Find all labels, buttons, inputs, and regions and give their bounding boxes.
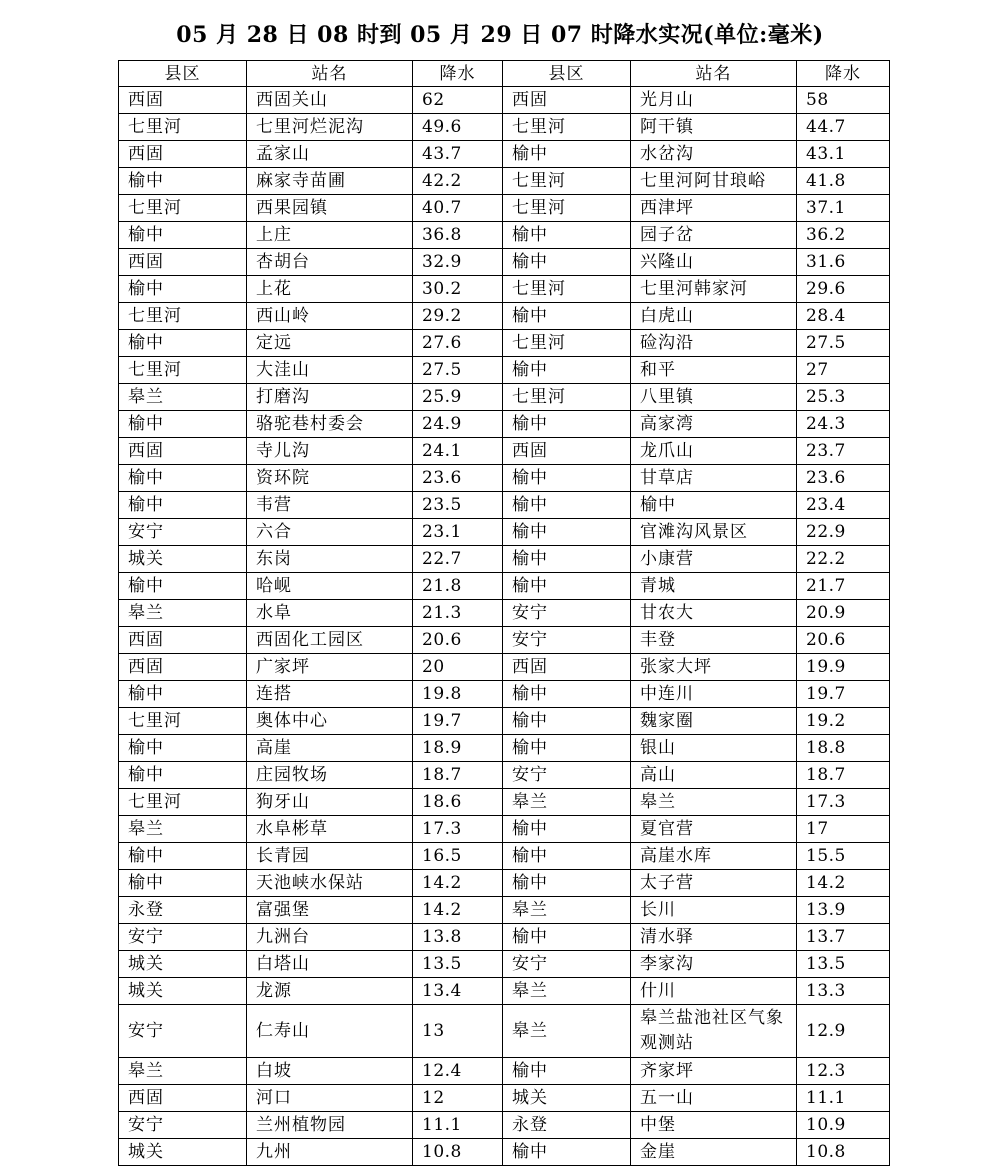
cell-county-left: 西固 — [119, 627, 247, 654]
cell-rainfall-left: 49.6 — [413, 114, 503, 141]
cell-rainfall-right: 24.3 — [797, 411, 890, 438]
cell-station-left: 西固化工园区 — [247, 627, 413, 654]
table-row — [119, 1139, 890, 1166]
table-row — [119, 735, 890, 762]
cell-rainfall-left: 24.1 — [413, 438, 503, 465]
cell-county-right: 榆中 — [503, 303, 631, 330]
cell-rainfall-left: 19.8 — [413, 681, 503, 708]
table-row — [119, 897, 890, 924]
cell-county-left: 西固 — [119, 438, 247, 465]
cell-county-left: 榆中 — [119, 735, 247, 762]
cell-rainfall-right: 15.5 — [797, 843, 890, 870]
cell-station-right: 高崖水库 — [631, 843, 797, 870]
cell-rainfall-left: 18.9 — [413, 735, 503, 762]
cell-station-right: 阿干镇 — [631, 114, 797, 141]
table-row — [119, 168, 890, 195]
cell-station-left: 富强堡 — [247, 897, 413, 924]
cell-county-left: 榆中 — [119, 222, 247, 249]
cell-station-left: 广家坪 — [247, 654, 413, 681]
cell-county-right: 皋兰 — [503, 978, 631, 1005]
cell-station-left: 白坡 — [247, 1058, 413, 1085]
cell-rainfall-right: 25.3 — [797, 384, 890, 411]
cell-station-right: 魏家圈 — [631, 708, 797, 735]
cell-station-left: 天池峡水保站 — [247, 870, 413, 897]
cell-station-right: 中连川 — [631, 681, 797, 708]
cell-county-left: 榆中 — [119, 411, 247, 438]
cell-station-right: 齐家坪 — [631, 1058, 797, 1085]
cell-station-left: 九州 — [247, 1139, 413, 1166]
table-row — [119, 762, 890, 789]
cell-county-left: 皋兰 — [119, 384, 247, 411]
cell-county-right: 西固 — [503, 438, 631, 465]
cell-rainfall-left: 11.1 — [413, 1112, 503, 1139]
cell-rainfall-right: 43.1 — [797, 141, 890, 168]
table-row — [119, 195, 890, 222]
cell-county-left: 西固 — [119, 654, 247, 681]
cell-rainfall-left: 29.2 — [413, 303, 503, 330]
cell-station-right: 兴隆山 — [631, 249, 797, 276]
cell-rainfall-right: 11.1 — [797, 1085, 890, 1112]
cell-county-right: 榆中 — [503, 681, 631, 708]
cell-county-right: 安宁 — [503, 600, 631, 627]
cell-county-right: 七里河 — [503, 168, 631, 195]
cell-rainfall-left: 20 — [413, 654, 503, 681]
cell-station-left: 西山岭 — [247, 303, 413, 330]
cell-station-right: 八里镇 — [631, 384, 797, 411]
cell-rainfall-right: 23.4 — [797, 492, 890, 519]
cell-station-right: 甘农大 — [631, 600, 797, 627]
cell-rainfall-left: 13.8 — [413, 924, 503, 951]
cell-rainfall-left: 21.3 — [413, 600, 503, 627]
cell-county-left: 城关 — [119, 546, 247, 573]
table-row — [119, 222, 890, 249]
cell-rainfall-right: 17.3 — [797, 789, 890, 816]
cell-station-left: 白塔山 — [247, 951, 413, 978]
cell-rainfall-right: 22.9 — [797, 519, 890, 546]
cell-county-left: 西固 — [119, 249, 247, 276]
cell-rainfall-right: 14.2 — [797, 870, 890, 897]
cell-county-left: 七里河 — [119, 708, 247, 735]
table-row — [119, 87, 890, 114]
cell-station-right: 中堡 — [631, 1112, 797, 1139]
cell-station-left: 西果园镇 — [247, 195, 413, 222]
cell-county-right: 榆中 — [503, 141, 631, 168]
cell-station-left: 六合 — [247, 519, 413, 546]
cell-county-left: 安宁 — [119, 924, 247, 951]
cell-rainfall-right: 19.9 — [797, 654, 890, 681]
cell-county-right: 榆中 — [503, 357, 631, 384]
table-row — [119, 465, 890, 492]
cell-rainfall-right: 31.6 — [797, 249, 890, 276]
cell-rainfall-left: 17.3 — [413, 816, 503, 843]
cell-station-left: 哈岘 — [247, 573, 413, 600]
cell-station-right: 水岔沟 — [631, 141, 797, 168]
table-row — [119, 681, 890, 708]
cell-station-right: 丰登 — [631, 627, 797, 654]
cell-county-left: 七里河 — [119, 114, 247, 141]
cell-rainfall-left: 18.7 — [413, 762, 503, 789]
cell-county-right: 皋兰 — [503, 789, 631, 816]
cell-station-left: 龙源 — [247, 978, 413, 1005]
cell-station-right: 硷沟沿 — [631, 330, 797, 357]
cell-rainfall-left: 13 — [413, 1005, 503, 1058]
cell-rainfall-left: 23.6 — [413, 465, 503, 492]
table-row — [119, 789, 890, 816]
cell-station-left: 骆驼巷村委会 — [247, 411, 413, 438]
cell-station-left: 韦营 — [247, 492, 413, 519]
cell-county-right: 西固 — [503, 654, 631, 681]
header-rainfall-right: 降水 — [797, 61, 890, 87]
table-row — [119, 1005, 890, 1058]
cell-county-left: 榆中 — [119, 870, 247, 897]
cell-rainfall-left: 40.7 — [413, 195, 503, 222]
cell-station-left: 庄园牧场 — [247, 762, 413, 789]
cell-county-right: 西固 — [503, 87, 631, 114]
cell-county-right: 榆中 — [503, 735, 631, 762]
cell-station-left: 狗牙山 — [247, 789, 413, 816]
cell-rainfall-left: 13.4 — [413, 978, 503, 1005]
cell-rainfall-right: 27.5 — [797, 330, 890, 357]
cell-county-left: 榆中 — [119, 492, 247, 519]
cell-station-right: 光月山 — [631, 87, 797, 114]
cell-county-left: 榆中 — [119, 276, 247, 303]
cell-rainfall-left: 10.8 — [413, 1139, 503, 1166]
cell-rainfall-left: 14.2 — [413, 897, 503, 924]
cell-rainfall-right: 10.9 — [797, 1112, 890, 1139]
cell-rainfall-left: 36.8 — [413, 222, 503, 249]
cell-county-right: 榆中 — [503, 1139, 631, 1166]
table-row — [119, 411, 890, 438]
cell-county-right: 七里河 — [503, 114, 631, 141]
cell-rainfall-right: 58 — [797, 87, 890, 114]
cell-county-left: 永登 — [119, 897, 247, 924]
table-row — [119, 1085, 890, 1112]
table-row — [119, 492, 890, 519]
cell-station-right: 高家湾 — [631, 411, 797, 438]
cell-rainfall-left: 12 — [413, 1085, 503, 1112]
cell-rainfall-right: 36.2 — [797, 222, 890, 249]
cell-rainfall-right: 13.9 — [797, 897, 890, 924]
cell-county-left: 榆中 — [119, 465, 247, 492]
cell-station-left: 七里河烂泥沟 — [247, 114, 413, 141]
cell-county-left: 榆中 — [119, 168, 247, 195]
cell-county-right: 七里河 — [503, 276, 631, 303]
cell-rainfall-right: 37.1 — [797, 195, 890, 222]
cell-county-right: 皋兰 — [503, 1005, 631, 1058]
cell-rainfall-right: 19.2 — [797, 708, 890, 735]
table-row — [119, 870, 890, 897]
cell-rainfall-left: 12.4 — [413, 1058, 503, 1085]
cell-station-left: 孟家山 — [247, 141, 413, 168]
cell-station-right: 夏官营 — [631, 816, 797, 843]
cell-county-right: 榆中 — [503, 546, 631, 573]
cell-rainfall-right: 23.6 — [797, 465, 890, 492]
cell-rainfall-left: 23.5 — [413, 492, 503, 519]
cell-county-left: 城关 — [119, 951, 247, 978]
table-row — [119, 303, 890, 330]
cell-rainfall-right: 27 — [797, 357, 890, 384]
cell-rainfall-right: 20.6 — [797, 627, 890, 654]
header-county-left: 县区 — [119, 61, 247, 87]
cell-rainfall-right: 13.7 — [797, 924, 890, 951]
table-row — [119, 654, 890, 681]
cell-station-right: 高山 — [631, 762, 797, 789]
cell-rainfall-left: 62 — [413, 87, 503, 114]
cell-rainfall-left: 13.5 — [413, 951, 503, 978]
cell-county-left: 安宁 — [119, 1005, 247, 1058]
cell-county-right: 榆中 — [503, 816, 631, 843]
cell-county-left: 安宁 — [119, 519, 247, 546]
cell-county-left: 安宁 — [119, 1112, 247, 1139]
table-row — [119, 978, 890, 1005]
cell-station-right: 金崖 — [631, 1139, 797, 1166]
cell-station-right: 五一山 — [631, 1085, 797, 1112]
cell-station-right: 太子营 — [631, 870, 797, 897]
cell-station-right: 园子岔 — [631, 222, 797, 249]
table-row — [119, 384, 890, 411]
table-row — [119, 546, 890, 573]
table-row — [119, 816, 890, 843]
table-row — [119, 600, 890, 627]
cell-county-left: 皋兰 — [119, 600, 247, 627]
cell-county-right: 榆中 — [503, 843, 631, 870]
cell-station-left: 长青园 — [247, 843, 413, 870]
cell-station-right: 榆中 — [631, 492, 797, 519]
cell-station-left: 水阜 — [247, 600, 413, 627]
cell-station-right: 官滩沟风景区 — [631, 519, 797, 546]
cell-rainfall-left: 21.8 — [413, 573, 503, 600]
cell-station-right: 什川 — [631, 978, 797, 1005]
cell-station-left: 上庄 — [247, 222, 413, 249]
cell-station-right: 小康营 — [631, 546, 797, 573]
cell-rainfall-left: 23.1 — [413, 519, 503, 546]
cell-county-right: 七里河 — [503, 195, 631, 222]
cell-rainfall-right: 22.2 — [797, 546, 890, 573]
header-rainfall-left: 降水 — [413, 61, 503, 87]
cell-county-right: 七里河 — [503, 384, 631, 411]
cell-rainfall-right: 20.9 — [797, 600, 890, 627]
cell-station-left: 东岗 — [247, 546, 413, 573]
cell-station-left: 定远 — [247, 330, 413, 357]
cell-rainfall-right: 28.4 — [797, 303, 890, 330]
header-station-right: 站名 — [631, 61, 797, 87]
cell-county-right: 榆中 — [503, 1058, 631, 1085]
cell-county-left: 榆中 — [119, 681, 247, 708]
cell-rainfall-left: 30.2 — [413, 276, 503, 303]
table-row — [119, 519, 890, 546]
cell-station-left: 大洼山 — [247, 357, 413, 384]
cell-station-right: 张家大坪 — [631, 654, 797, 681]
cell-county-right: 榆中 — [503, 708, 631, 735]
cell-station-left: 麻家寺苗圃 — [247, 168, 413, 195]
precipitation-table — [118, 60, 890, 1166]
cell-county-right: 安宁 — [503, 627, 631, 654]
cell-county-left: 榆中 — [119, 573, 247, 600]
table-row — [119, 330, 890, 357]
table-row — [119, 141, 890, 168]
cell-rainfall-left: 19.7 — [413, 708, 503, 735]
cell-rainfall-left: 32.9 — [413, 249, 503, 276]
cell-rainfall-right: 12.9 — [797, 1005, 890, 1058]
cell-county-left: 榆中 — [119, 762, 247, 789]
cell-station-right: 皋兰盐池社区气象观测站 — [631, 1005, 797, 1058]
cell-rainfall-right: 18.7 — [797, 762, 890, 789]
cell-station-left: 连搭 — [247, 681, 413, 708]
cell-county-left: 七里河 — [119, 195, 247, 222]
cell-station-left: 上花 — [247, 276, 413, 303]
cell-rainfall-right: 29.6 — [797, 276, 890, 303]
cell-county-right: 安宁 — [503, 762, 631, 789]
cell-rainfall-left: 27.5 — [413, 357, 503, 384]
cell-county-right: 永登 — [503, 1112, 631, 1139]
cell-rainfall-right: 23.7 — [797, 438, 890, 465]
cell-rainfall-right: 21.7 — [797, 573, 890, 600]
table-row — [119, 1058, 890, 1085]
cell-rainfall-right: 44.7 — [797, 114, 890, 141]
cell-county-right: 榆中 — [503, 573, 631, 600]
table-row — [119, 114, 890, 141]
cell-county-left: 西固 — [119, 1085, 247, 1112]
cell-station-right: 皋兰 — [631, 789, 797, 816]
cell-rainfall-right: 12.3 — [797, 1058, 890, 1085]
header-county-right: 县区 — [503, 61, 631, 87]
cell-station-right: 西津坪 — [631, 195, 797, 222]
cell-county-right: 榆中 — [503, 519, 631, 546]
cell-county-right: 七里河 — [503, 330, 631, 357]
header-station-left: 站名 — [247, 61, 413, 87]
cell-station-left: 打磨沟 — [247, 384, 413, 411]
table-row — [119, 708, 890, 735]
cell-county-left: 皋兰 — [119, 1058, 247, 1085]
table-row — [119, 843, 890, 870]
cell-station-right: 银山 — [631, 735, 797, 762]
cell-county-left: 七里河 — [119, 357, 247, 384]
cell-county-right: 皋兰 — [503, 897, 631, 924]
cell-county-left: 七里河 — [119, 789, 247, 816]
cell-county-right: 榆中 — [503, 222, 631, 249]
cell-station-left: 杏胡台 — [247, 249, 413, 276]
table-row — [119, 1112, 890, 1139]
cell-county-right: 榆中 — [503, 465, 631, 492]
cell-county-left: 榆中 — [119, 330, 247, 357]
cell-county-right: 榆中 — [503, 492, 631, 519]
cell-county-left: 城关 — [119, 1139, 247, 1166]
cell-station-left: 河口 — [247, 1085, 413, 1112]
cell-rainfall-right: 17 — [797, 816, 890, 843]
cell-county-left: 西固 — [119, 141, 247, 168]
cell-station-right: 李家沟 — [631, 951, 797, 978]
cell-station-right: 清水驿 — [631, 924, 797, 951]
table-body — [119, 87, 890, 1166]
cell-station-right: 甘草店 — [631, 465, 797, 492]
cell-rainfall-left: 27.6 — [413, 330, 503, 357]
cell-station-left: 资环院 — [247, 465, 413, 492]
cell-station-left: 寺儿沟 — [247, 438, 413, 465]
cell-rainfall-right: 13.3 — [797, 978, 890, 1005]
cell-rainfall-left: 43.7 — [413, 141, 503, 168]
table-row — [119, 276, 890, 303]
cell-county-left: 城关 — [119, 978, 247, 1005]
cell-station-right: 龙爪山 — [631, 438, 797, 465]
table-header-row — [119, 61, 890, 87]
cell-station-left: 水阜彬草 — [247, 816, 413, 843]
cell-rainfall-left: 25.9 — [413, 384, 503, 411]
page-title: 05 月 28 日 08 时到 05 月 29 日 07 时降水实况(单位:毫米) — [176, 22, 824, 48]
table-row — [119, 924, 890, 951]
cell-station-right: 白虎山 — [631, 303, 797, 330]
cell-rainfall-left: 22.7 — [413, 546, 503, 573]
cell-station-left: 九洲台 — [247, 924, 413, 951]
cell-rainfall-left: 18.6 — [413, 789, 503, 816]
cell-station-left: 仁寿山 — [247, 1005, 413, 1058]
table-row — [119, 951, 890, 978]
cell-station-left: 奥体中心 — [247, 708, 413, 735]
cell-rainfall-left: 20.6 — [413, 627, 503, 654]
cell-county-left: 榆中 — [119, 843, 247, 870]
cell-county-left: 七里河 — [119, 303, 247, 330]
cell-rainfall-right: 10.8 — [797, 1139, 890, 1166]
cell-rainfall-right: 18.8 — [797, 735, 890, 762]
table-row — [119, 438, 890, 465]
cell-station-right: 青城 — [631, 573, 797, 600]
cell-county-left: 皋兰 — [119, 816, 247, 843]
cell-county-right: 榆中 — [503, 924, 631, 951]
table-row — [119, 249, 890, 276]
table-row — [119, 357, 890, 384]
cell-county-right: 城关 — [503, 1085, 631, 1112]
cell-county-right: 榆中 — [503, 411, 631, 438]
cell-rainfall-left: 42.2 — [413, 168, 503, 195]
cell-county-right: 安宁 — [503, 951, 631, 978]
cell-station-right: 和平 — [631, 357, 797, 384]
cell-rainfall-left: 24.9 — [413, 411, 503, 438]
cell-station-left: 高崖 — [247, 735, 413, 762]
table-row — [119, 627, 890, 654]
cell-station-left: 兰州植物园 — [247, 1112, 413, 1139]
cell-rainfall-left: 14.2 — [413, 870, 503, 897]
cell-station-right: 七里河阿甘琅峪 — [631, 168, 797, 195]
cell-county-left: 西固 — [119, 87, 247, 114]
cell-county-right: 榆中 — [503, 249, 631, 276]
cell-rainfall-left: 16.5 — [413, 843, 503, 870]
cell-station-right: 长川 — [631, 897, 797, 924]
cell-rainfall-right: 19.7 — [797, 681, 890, 708]
cell-county-right: 榆中 — [503, 870, 631, 897]
cell-station-left: 西固关山 — [247, 87, 413, 114]
cell-rainfall-right: 41.8 — [797, 168, 890, 195]
cell-rainfall-right: 13.5 — [797, 951, 890, 978]
cell-station-right: 七里河韩家河 — [631, 276, 797, 303]
table-row — [119, 573, 890, 600]
